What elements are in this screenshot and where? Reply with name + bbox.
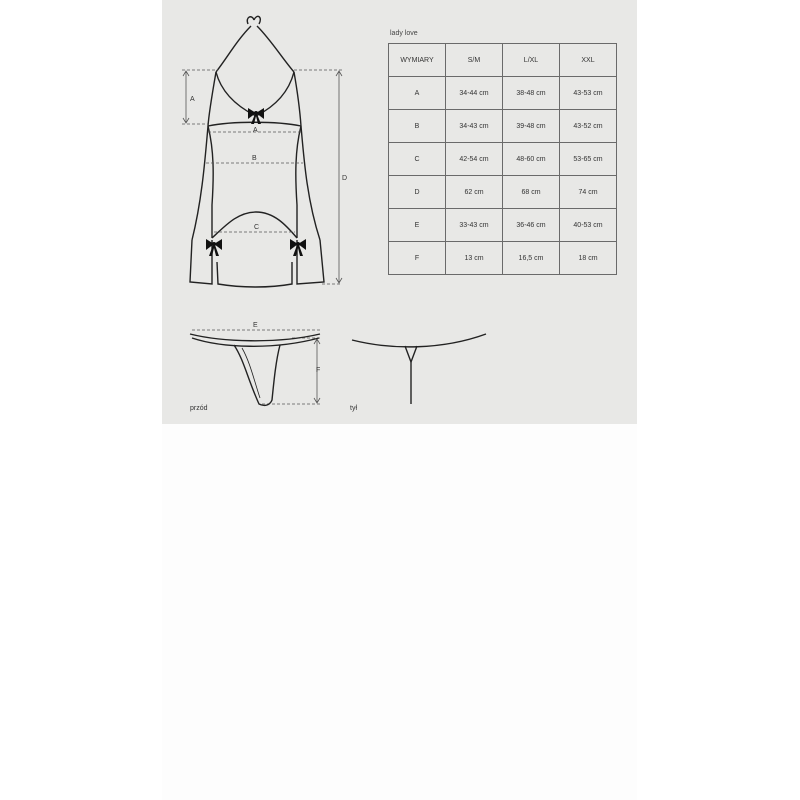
header-cell: L/XL — [503, 44, 560, 77]
label-a-center: A — [253, 127, 258, 134]
size-table — [388, 43, 617, 275]
table-header-row — [389, 44, 617, 77]
blank-area — [162, 424, 637, 800]
table-cell: B — [389, 110, 446, 143]
table-cell: 74 cm — [560, 176, 617, 209]
thong-back-outline — [352, 334, 486, 404]
label-d: D — [342, 175, 348, 182]
underbust-band — [208, 122, 301, 126]
halter-bow-icon — [247, 17, 254, 24]
size-chart-panel — [162, 0, 637, 424]
label-a-left: A — [190, 96, 195, 103]
thong-front-outline — [190, 334, 320, 405]
table-cell: C — [389, 143, 446, 176]
label-e: E — [253, 322, 258, 329]
right-neck-strap — [257, 26, 294, 72]
table-cell: F — [389, 242, 446, 275]
table-cell: 38-48 cm — [503, 77, 560, 110]
dim-a-arrow — [183, 71, 189, 123]
table-cell: 42-54 cm — [446, 143, 503, 176]
table-cell: 43-52 cm — [560, 110, 617, 143]
table-row — [389, 143, 617, 176]
table-cell: 13 cm — [446, 242, 503, 275]
label-f: F — [316, 367, 321, 374]
table-cell: A — [389, 77, 446, 110]
right-hip-bow-icon — [290, 239, 306, 256]
table-cell: 34-44 cm — [446, 77, 503, 110]
header-cell: S/M — [446, 44, 503, 77]
back-view-label: tył — [350, 405, 357, 412]
header-cell: WYMIARY — [389, 44, 446, 77]
table-cell: 18 cm — [560, 242, 617, 275]
table-cell: 43-53 cm — [560, 77, 617, 110]
label-c: C — [254, 224, 260, 231]
table-cell: 33-43 cm — [446, 209, 503, 242]
table-row — [389, 110, 617, 143]
table-row — [389, 242, 617, 275]
left-hip-bow-icon — [206, 239, 222, 256]
table-cell: 62 cm — [446, 176, 503, 209]
table-cell: 40-53 cm — [560, 209, 617, 242]
product-name: lady love — [390, 30, 418, 37]
header-cell: XXL — [560, 44, 617, 77]
front-view-label: przód — [190, 405, 208, 412]
table-cell: 16,5 cm — [503, 242, 560, 275]
table-cell: 48-60 cm — [503, 143, 560, 176]
table-cell: 36-46 cm — [503, 209, 560, 242]
table-cell: 68 cm — [503, 176, 560, 209]
table-row — [389, 176, 617, 209]
label-b: B — [252, 155, 257, 162]
table-cell: 34-43 cm — [446, 110, 503, 143]
table-row — [389, 77, 617, 110]
table-cell: 53-65 cm — [560, 143, 617, 176]
left-neck-strap — [216, 26, 251, 72]
table-cell: D — [389, 176, 446, 209]
table-row — [389, 209, 617, 242]
table-cell: 39-48 cm — [503, 110, 560, 143]
table-cell: E — [389, 209, 446, 242]
